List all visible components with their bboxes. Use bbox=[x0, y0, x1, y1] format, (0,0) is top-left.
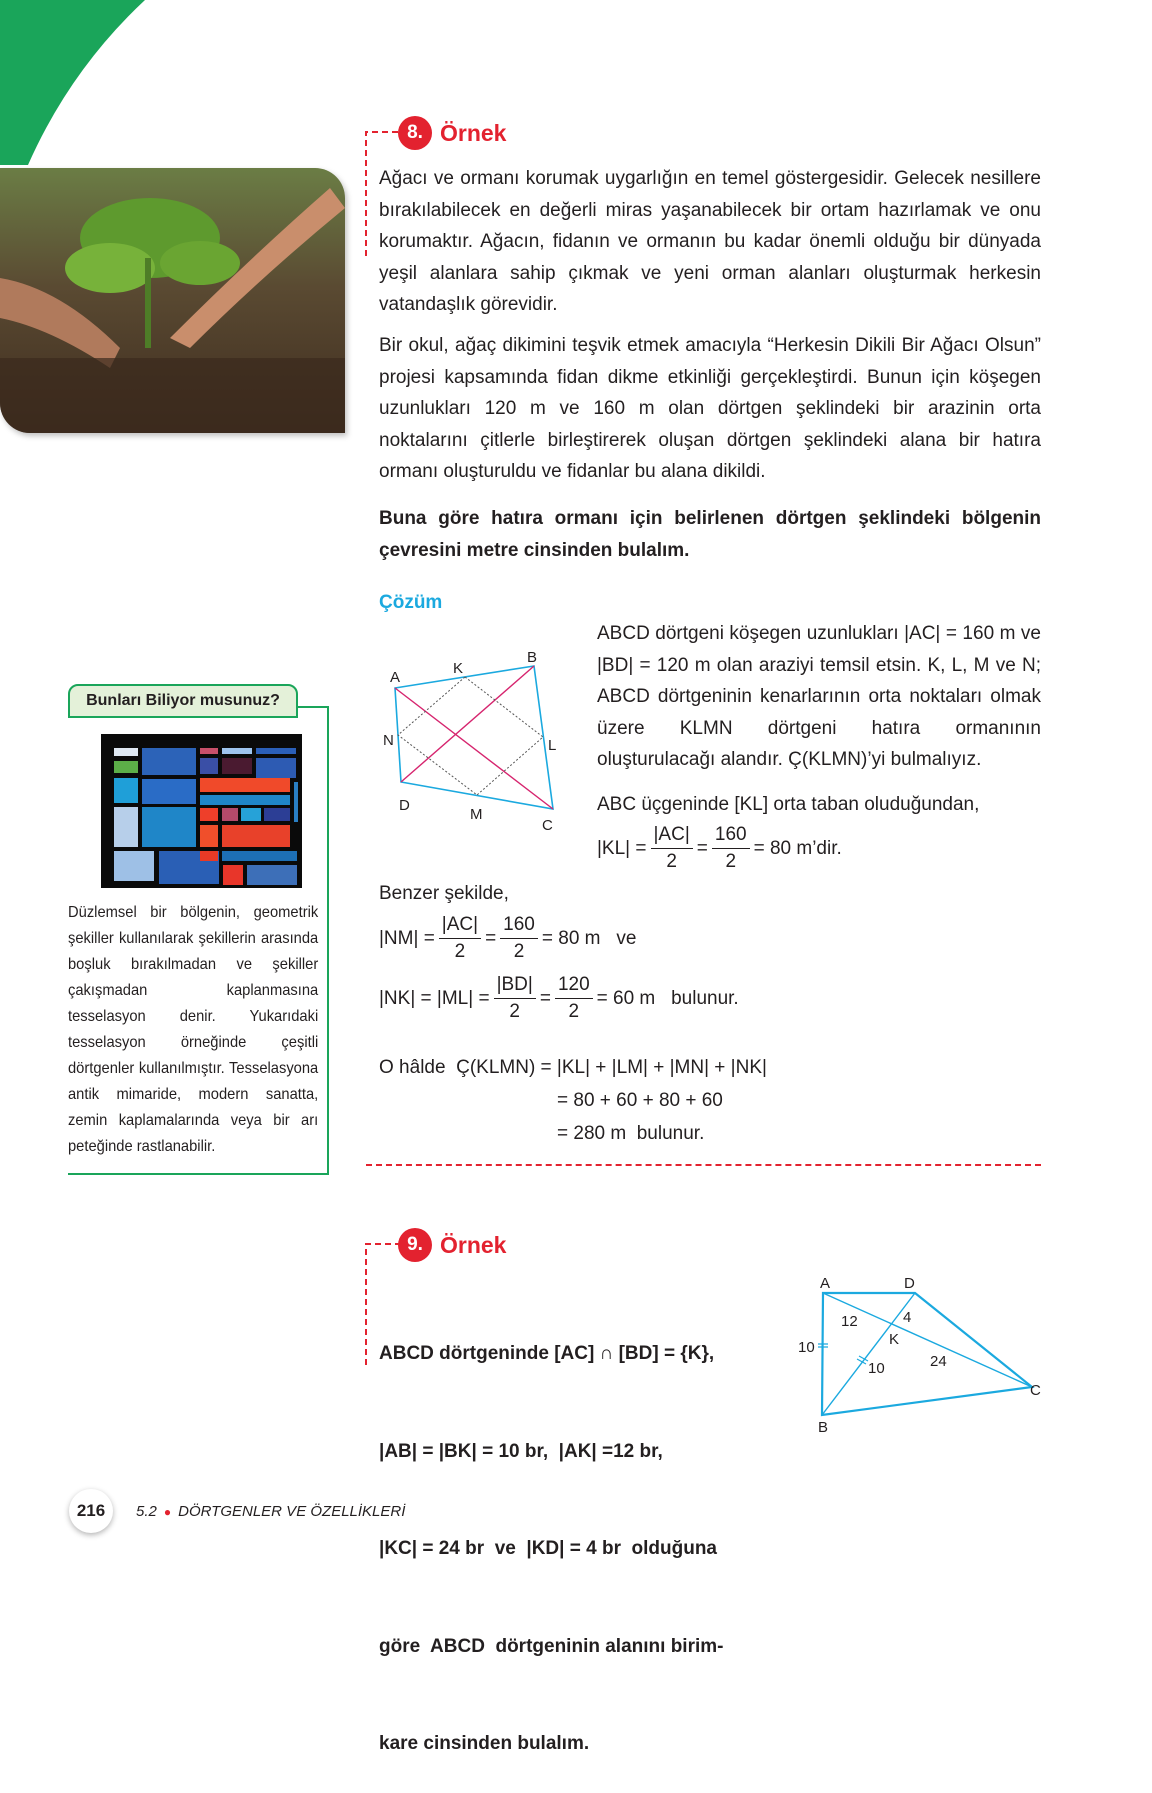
corner-decoration bbox=[0, 0, 160, 170]
example-9-problem bbox=[379, 1273, 723, 1793]
seedling-photo bbox=[0, 168, 345, 433]
label-l: L bbox=[548, 737, 557, 754]
problem-line: |KC| = 24 br ve |KD| = 4 br olduğuna bbox=[379, 1538, 718, 1559]
quadrilateral-abcd-figure bbox=[380, 645, 580, 845]
problem-line: göre ABCD dörtgeninin alanını birim- bbox=[379, 1635, 724, 1657]
perimeter-line-2: = 80 + 60 + 80 + 60 bbox=[557, 1090, 723, 1111]
solution-midline: ABC üçgeninde [KL] orta taban oluduğundan, bbox=[597, 794, 980, 815]
label-k: K bbox=[453, 660, 464, 677]
sidebar-text: Düzlemsel bir bölgenin, geometrik şekiller kullanılarak şekillerin arasında boşluk bırakılmadan ve şekiller çakışmadan kaplanmasına tesselasyon denir. Yukarıdaki tesselasyon örneğinde çeşitli dörtgenler kullanılmıştır. Tesselasyona antik mimaride, modern sanatta, zemin kaplamalarında veya bir arı peteğinde rastlanabilir. bbox=[68, 904, 319, 1155]
example-8-question: Buna göre hatıra ormanı için belirlenen dörtgen şeklindeki bölgenin çevresini metre cinsinden bulalım. bbox=[379, 508, 1041, 561]
numerator: 160 bbox=[500, 912, 538, 939]
label-kc-length: 24 bbox=[930, 1353, 947, 1370]
label-m: M bbox=[470, 806, 483, 823]
label-a: A bbox=[820, 1275, 831, 1292]
eq-rhs: = 80 m’dir. bbox=[753, 837, 842, 859]
denominator: 2 bbox=[513, 941, 525, 962]
example-8-paragraph-1: Ağacı ve ormanı korumak uygarlığın en temel göstergesidir. Gelecek nesillere bırakılabilecek en değerli miras yaşanabilecek bir ortam hazırlamak ve onu korumaktır. Ağacın, fidanın ve ormanın bu kadar önemli olduğu bir dünyada yeşil alanlara sahip çıkmak ve yeni orman alanları oluşturmak herkesin vatandaşlık görevidir. bbox=[379, 168, 1041, 315]
label-b: B bbox=[818, 1419, 829, 1436]
example-9-header bbox=[398, 1228, 506, 1262]
denominator: 2 bbox=[509, 1001, 520, 1022]
denominator: 2 bbox=[666, 851, 677, 872]
solution-intro: ABCD dörtgeni köşegen uzunlukları |AC| = 160 m ve |BD| = 120 m olan araziyi temsil etsin. K, L, M ve N; ABCD dörtgeninin kenarlarının orta noktaları olmak üzere KLMN dörtgeni hatıra ormanının oluşturulacağı alandır. Ç(KLMN)’yi bulmalıyız. bbox=[597, 623, 1041, 770]
chapter-footer bbox=[136, 1503, 405, 1520]
similarly-text: Benzer şekilde, bbox=[379, 883, 509, 904]
eq-lhs: |NM| = bbox=[379, 927, 435, 949]
page-number: 216 bbox=[69, 1489, 113, 1533]
equals: = bbox=[696, 837, 708, 859]
example-title: Örnek bbox=[440, 1231, 507, 1258]
label-d: D bbox=[904, 1275, 915, 1292]
section-number: 5.2 bbox=[136, 1503, 157, 1520]
label-c: C bbox=[1030, 1382, 1041, 1399]
equals: = bbox=[485, 927, 497, 949]
label-c: C bbox=[542, 817, 553, 834]
label-kd-length: 4 bbox=[903, 1309, 912, 1326]
equation-nm bbox=[379, 912, 636, 965]
eq-lhs: |NK| = |ML| = bbox=[379, 987, 490, 1009]
label-bk-length: 10 bbox=[868, 1360, 885, 1377]
label-n: N bbox=[383, 732, 394, 749]
solution-title: Çözüm bbox=[379, 592, 443, 613]
label-a: A bbox=[390, 669, 401, 686]
problem-line: ABCD dörtgeninde [AC] ∩ [BD] = {K}, bbox=[379, 1343, 715, 1364]
example-8-paragraph-2: Bir okul, ağaç dikimini teşvik etmek amacıyla “Herkesin Dikili Bir Ağacı Olsun” projesi kapsamında fidan dikme etkinliği gerçekleştirdi. Bunun için köşegen uzunlukları 120 m ve 160 m olan dörtgen şeklindeki bir arazinin orta noktalarını çitlerle birleştirerek oluşan dörtgen şeklindeki alana bir hatıra ormanı oluşturuldu ve fidanlar bu alana dikildi. bbox=[379, 335, 1041, 482]
quadrilateral-abcd-figure-2 bbox=[790, 1270, 1050, 1440]
eq-rhs: = 80 m ve bbox=[541, 927, 637, 949]
denominator: 2 bbox=[725, 851, 737, 872]
numerator: |BD| bbox=[494, 972, 536, 999]
quadrilateral-klmn bbox=[398, 677, 543, 795]
problem-line: |AB| = |BK| = 10 br, |AK| =12 br, bbox=[379, 1440, 663, 1462]
example-8-header bbox=[398, 116, 506, 150]
tessellation-image bbox=[101, 734, 302, 888]
example-title: Örnek bbox=[440, 119, 507, 146]
numerator: |AC| bbox=[439, 912, 481, 939]
perimeter-line-1: O hâlde Ç(KLMN) = |KL| + |LM| + |MN| + |NK| bbox=[379, 1057, 767, 1078]
numerator: 160 bbox=[712, 822, 750, 849]
equation-kl bbox=[597, 822, 842, 875]
equation-nk bbox=[379, 972, 739, 1025]
numerator: 120 bbox=[555, 972, 593, 999]
label-d: D bbox=[399, 797, 410, 814]
label-k: K bbox=[889, 1331, 900, 1348]
bullet-icon: ● bbox=[163, 1504, 172, 1519]
numerator: |AC| bbox=[651, 822, 693, 849]
eq-rhs: = 60 m bulunur. bbox=[596, 987, 739, 1009]
sidebar-title: Bunları Biliyor musunuz? bbox=[68, 684, 298, 718]
diagonal-bd bbox=[822, 1293, 915, 1415]
chapter-title: DÖRTGENLER VE ÖZELLİKLERİ bbox=[178, 1503, 406, 1520]
label-ab-length: 10 bbox=[798, 1339, 815, 1356]
eq-lhs: |KL| = bbox=[597, 837, 647, 859]
denominator: 2 bbox=[568, 1001, 580, 1022]
example-number-badge: 9. bbox=[398, 1228, 432, 1262]
quadrilateral bbox=[822, 1293, 1032, 1415]
problem-line: kare cinsinden bulalım. bbox=[379, 1733, 590, 1754]
quadrilateral-abcd bbox=[395, 666, 553, 809]
example-separator bbox=[366, 1164, 1041, 1166]
example-number-badge: 8. bbox=[398, 116, 432, 150]
label-ak-length: 12 bbox=[841, 1313, 858, 1330]
perimeter-line-3: = 280 m bulunur. bbox=[557, 1123, 705, 1144]
denominator: 2 bbox=[454, 941, 466, 962]
label-b: B bbox=[527, 649, 538, 666]
equals: = bbox=[539, 987, 551, 1009]
